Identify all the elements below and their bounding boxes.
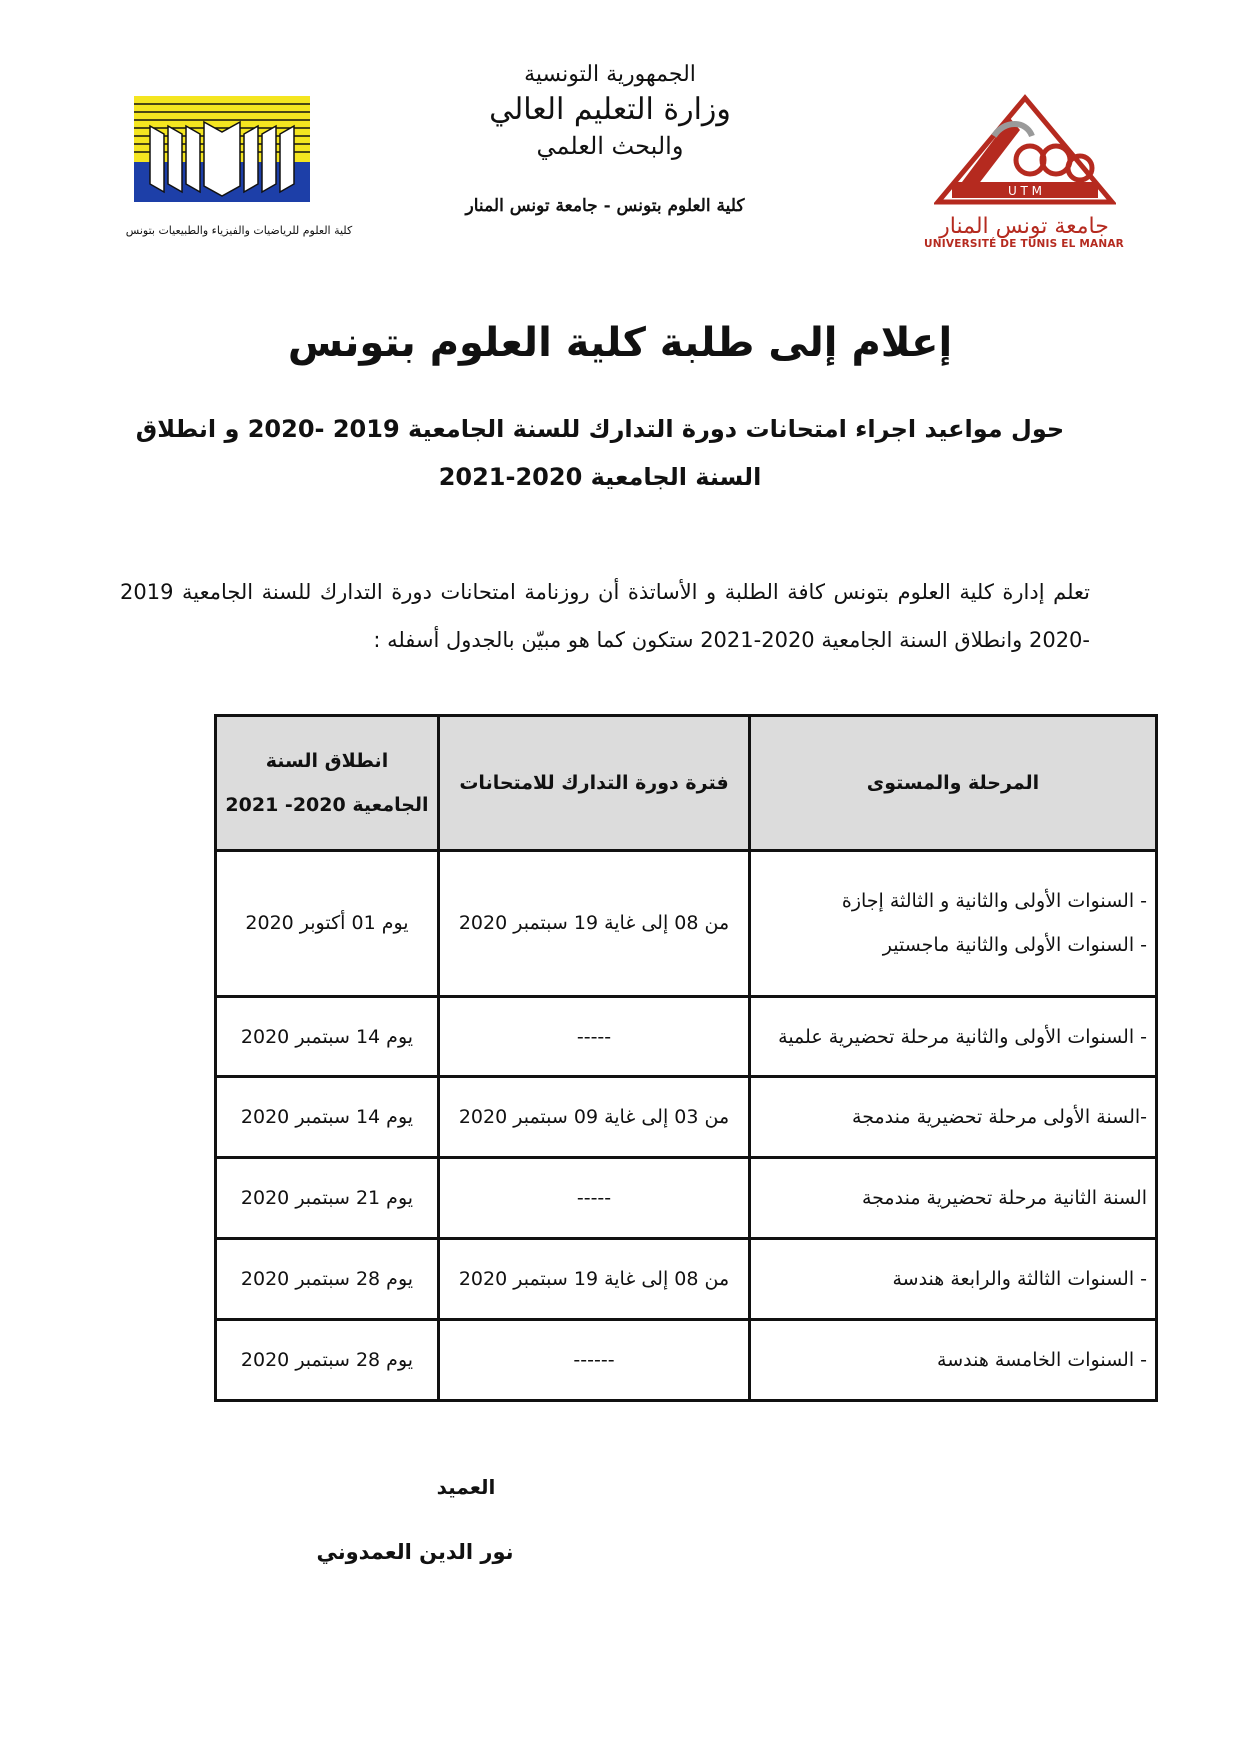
table-row <box>216 1239 1157 1320</box>
level-line: - السنوات الخامسة هندسة <box>937 1349 1147 1372</box>
level-cell <box>750 996 1157 1077</box>
level-line: -السنة الأولى مرحلة تحضيرية مندمجة <box>852 1106 1147 1129</box>
ministry-research: والبحث العلمي <box>536 132 684 160</box>
year-start-cell: يوم 14 سبتمبر 2020 <box>216 1077 439 1158</box>
university-name-arabic: جامعة تونس المنار <box>939 214 1109 239</box>
exam-period-cell: من 08 إلى غاية 19 سبتمبر 2020 <box>439 1239 750 1320</box>
level-cell <box>750 1077 1157 1158</box>
header-exam-period: فترة دورة التدارك للامتحانات <box>439 716 750 851</box>
announcement-body: تعلم إدارة كلية العلوم بتونس كافة الطلبة و الأساتذة أن روزنامة امتحانات دورة التدارك للسنة الجامعية 2019 -2020 وانطلاق السنة الجامعية 2020-2021 ستكون كما هو مبيّن بالجدول أسفله : <box>120 580 1090 652</box>
year-start-cell: يوم 14 سبتمبر 2020 <box>216 996 439 1077</box>
university-logo <box>934 90 1116 208</box>
level-line: - السنوات الأولى والثانية ماجستير <box>882 934 1147 957</box>
exam-period-cell: من 03 إلى غاية 09 سبتمبر 2020 <box>439 1077 750 1158</box>
exam-period-cell: ------ <box>439 1320 750 1401</box>
header-level: المرحلة والمستوى <box>750 716 1157 851</box>
ministry-name: وزارة التعليم العالي <box>489 92 731 127</box>
table-row <box>216 1077 1157 1158</box>
exam-period-cell: ----- <box>439 1158 750 1239</box>
government-header <box>440 60 780 162</box>
level-line: - السنوات الأولى والثانية و الثالثة إجازة <box>841 890 1147 913</box>
dean-title: العميد <box>436 1475 496 1499</box>
schedule-table <box>214 714 1158 1402</box>
level-line: السنة الثانية مرحلة تحضيرية مندمجة <box>861 1187 1147 1210</box>
level-line: - السنوات الثالثة والرابعة هندسة <box>892 1268 1147 1291</box>
table-row <box>216 1320 1157 1401</box>
table-row <box>216 1158 1157 1239</box>
table-header-row <box>216 716 1157 851</box>
announcement-subtitle: حول مواعيد اجراء امتحانات دورة التدارك للسنة الجامعية 2019 -2020 و انطلاق السنة الجامعية 2020-2021 <box>135 415 1065 491</box>
table-row <box>216 851 1157 997</box>
level-cell <box>750 1320 1157 1401</box>
dean-name: نور الدين العمدوني <box>316 1540 514 1564</box>
level-line: - السنوات الأولى والثانية مرحلة تحضيرية علمية <box>778 1025 1147 1048</box>
level-cell <box>750 1158 1157 1239</box>
table-row <box>216 996 1157 1077</box>
header-year-start: انطلاق السنة الجامعية 2020- 2021 <box>216 716 439 851</box>
year-start-cell: يوم 21 سبتمبر 2020 <box>216 1158 439 1239</box>
faculty-logo-caption: كلية العلوم للرياضيات والفيزياء والطبيعيات بتونس <box>125 224 353 237</box>
year-start-cell: يوم 28 سبتمبر 2020 <box>216 1239 439 1320</box>
republic-name: الجمهورية التونسية <box>524 62 696 87</box>
faculty-university-line: كلية العلوم بتونس - جامعة تونس المنار <box>465 196 745 216</box>
year-start-cell: يوم 28 سبتمبر 2020 <box>216 1320 439 1401</box>
announcement-title: إعلام إلى طلبة كلية العلوم بتونس <box>287 320 953 366</box>
year-start-cell: يوم 01 أكتوبر 2020 <box>216 851 439 997</box>
university-name-french: UNIVERSITÉ DE TUNIS EL MANAR <box>924 238 1124 250</box>
level-cell <box>750 851 1157 997</box>
faculty-logo <box>134 96 310 202</box>
exam-period-cell: من 08 إلى غاية 19 سبتمبر 2020 <box>439 851 750 997</box>
exam-period-cell: ----- <box>439 996 750 1077</box>
utm-letters: U T M <box>1007 184 1043 198</box>
level-cell <box>750 1239 1157 1320</box>
